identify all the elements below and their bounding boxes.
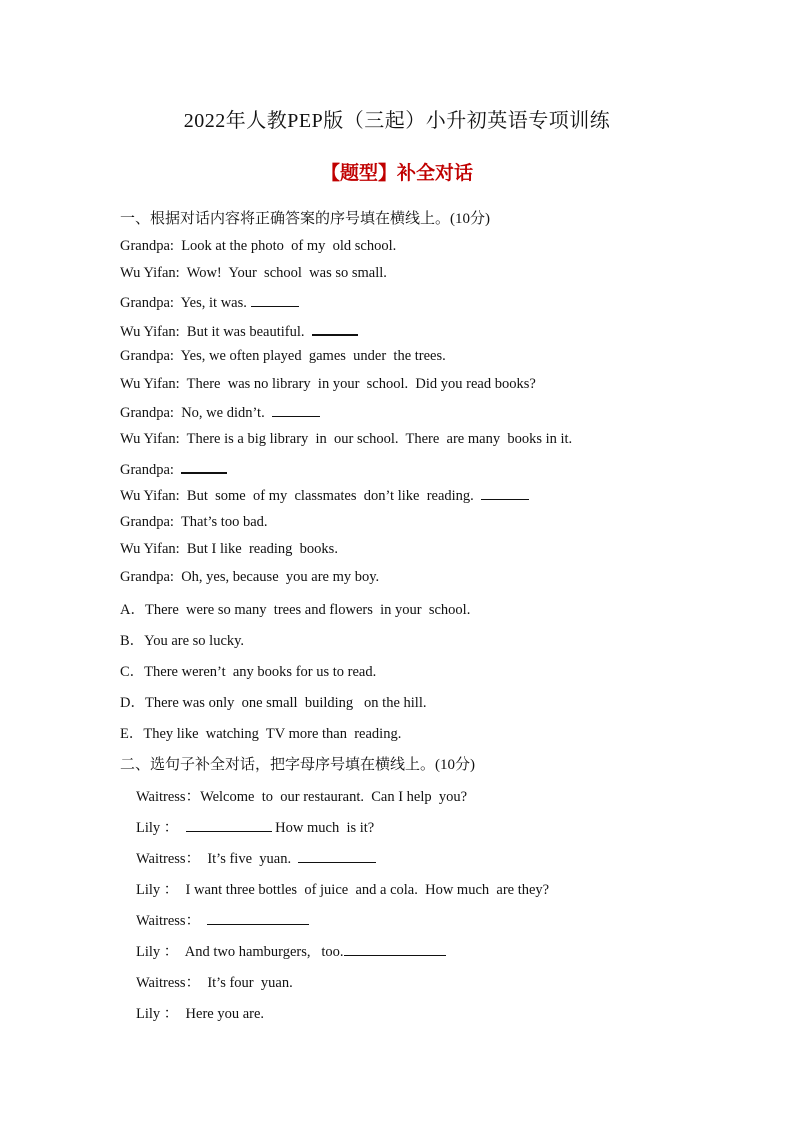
dialogue-line: Grandpa: No, we didn’t. (120, 403, 320, 422)
answer-option: A．There were so many trees and flowers in your school. (120, 602, 471, 618)
dialogue-line: Wu Yifan: But it was beautiful. (120, 321, 358, 341)
answer-option: C．There weren’t any books for us to read. (120, 664, 377, 680)
dialogue-line: Wu Yifan: But some of my classmates don’t like reading. (120, 486, 529, 505)
page-title: 2022年人教PEP版（三起）小升初英语专项训练 (183, 110, 611, 132)
dialogue-line: Grandpa: That’s too bad. (120, 514, 268, 530)
answer-option: B．You are so lucky. (120, 633, 245, 649)
dialogue-line: Lily ： How much is it? (136, 820, 375, 836)
dialogue-line: Grandpa: Yes, we often played games under the trees. (120, 348, 446, 364)
answer-option: E．They like watching TV more than reading. (120, 726, 402, 742)
dialogue-line: Waitress： It’s five yuan. (136, 847, 376, 868)
dialogue-line: Waitress： (136, 909, 309, 930)
answer-blank[interactable] (186, 818, 272, 832)
dialogue-line: Lily ： Here you are. (136, 1006, 265, 1022)
answer-blank[interactable] (181, 459, 227, 474)
dialogue-line: Grandpa: Oh, yes, because you are my boy. (120, 569, 380, 585)
dialogue-line: Wu Yifan: Wow! Your school was so small. (120, 265, 387, 281)
answer-blank[interactable] (207, 911, 309, 925)
answer-blank[interactable] (344, 942, 446, 956)
section-1-heading: 一、根据对话内容将正确答案的序号填在横线上。(10分) (120, 211, 490, 227)
dialogue-line: Grandpa: (120, 459, 227, 479)
answer-option: D．There was only one small building on the hill. (120, 695, 427, 711)
dialogue-line: Wu Yifan: There was no library in your school. Did you read books? (120, 376, 536, 392)
answer-blank[interactable] (272, 403, 320, 417)
dialogue-line: Lily ： And two hamburgers, too. (136, 940, 446, 961)
answer-blank[interactable] (298, 849, 376, 863)
dialogue-line: Wu Yifan: But I like reading books. (120, 541, 338, 557)
section-2-heading: 二、选句子补全对话，把字母序号填在横线上。(10分) (120, 757, 475, 773)
dialogue-line: Grandpa: Yes, it was. (120, 293, 299, 312)
dialogue-line: Wu Yifan: There is a big library in our school. There are many books in it. (120, 431, 573, 447)
dialogue-line: Grandpa: Look at the photo of my old school. (120, 238, 397, 254)
answer-blank[interactable] (481, 486, 529, 500)
answer-blank[interactable] (312, 321, 358, 336)
question-type-heading: 【题型】补全对话 (320, 162, 473, 184)
dialogue-line: Lily ： I want three bottles of juice and a cola. How much are they? (136, 882, 550, 898)
dialogue-line: Waitress： It’s four yuan. (136, 975, 293, 991)
dialogue-line: Waitress：Welcome to our restaurant. Can I help you? (136, 789, 468, 805)
answer-blank[interactable] (251, 293, 299, 307)
